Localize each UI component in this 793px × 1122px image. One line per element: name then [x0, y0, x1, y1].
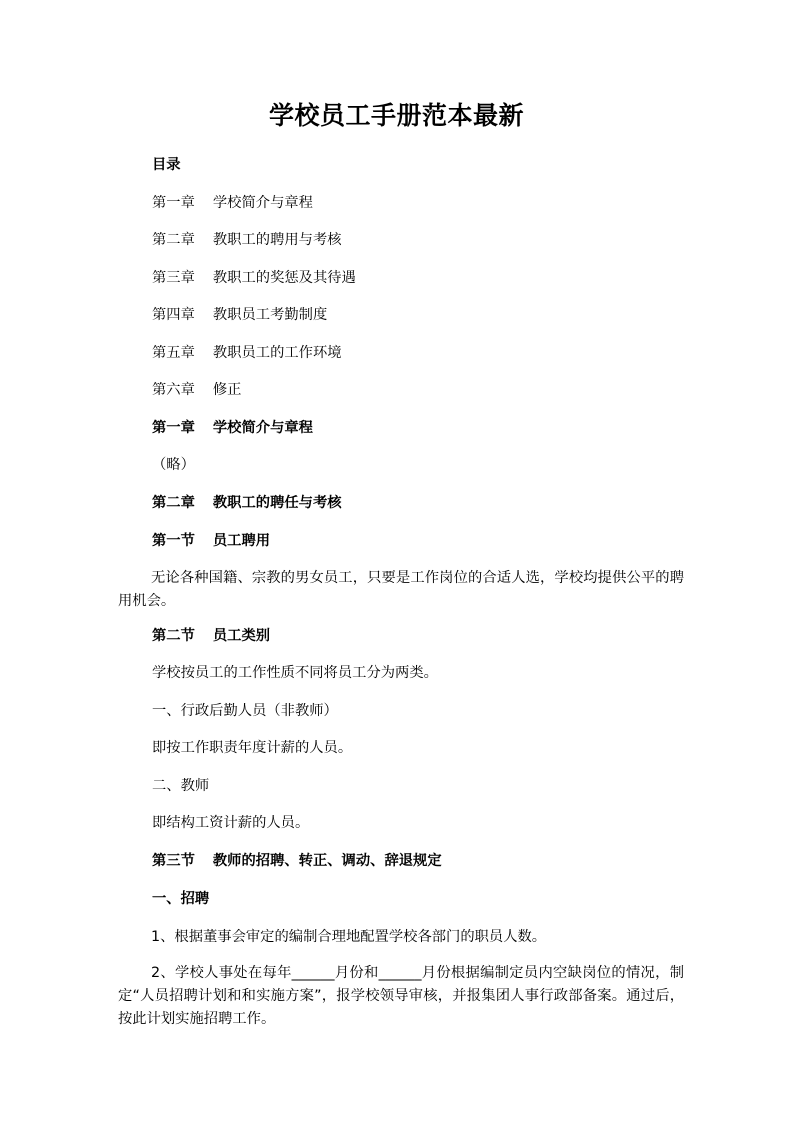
- toc-item: [152, 268, 356, 288]
- staff-type-1-description: 即按工作职责年度计薪的人员。: [152, 740, 353, 756]
- toc-item: [152, 305, 327, 325]
- section-2-intro: 学校按员工的工作性质不同将员工分为两类。: [152, 665, 438, 681]
- toc-chapter-number: 第三章: [152, 270, 195, 286]
- toc-chapter-number: 第六章: [152, 382, 195, 398]
- section-title: 教师的招聘、转正、调动、辞退规定: [212, 853, 442, 869]
- chapter-title: 教职工的聘任与考核: [212, 495, 342, 511]
- toc-item: [152, 343, 342, 363]
- staff-type-2: 二、教师: [152, 778, 210, 794]
- section-title: 员工聘用: [212, 533, 271, 549]
- toc-chapter-title: 教职员工的工作环境: [212, 345, 342, 361]
- toc-heading: 目录: [152, 157, 181, 173]
- recruitment-subheading: 一、招聘: [152, 891, 210, 907]
- section-1-paragraph: 无论各种国籍、宗教的男女员工，只要是工作岗位的合适人选，学校均提供公平的聘用机会。: [118, 570, 684, 609]
- section-1-heading: [152, 531, 270, 551]
- toc-item: [152, 230, 342, 250]
- toc-chapter-title: 教职员工考勤制度: [212, 307, 328, 323]
- section-title: 员工类别: [212, 628, 271, 644]
- staff-type-1: 一、行政后勤人员（非教师）: [152, 703, 338, 719]
- toc-chapter-number: 第一章: [152, 195, 195, 211]
- chapter-number: 第一章: [152, 420, 195, 436]
- toc-chapter-title: 教职工的聘用与考核: [212, 232, 342, 248]
- toc-chapter-title: 教职工的奖惩及其待遇: [212, 270, 356, 286]
- staff-type-2-description: 即结构工资计薪的人员。: [152, 815, 310, 831]
- chapter-1-note: （略）: [152, 457, 195, 473]
- toc-chapter-title: 学校简介与章程: [212, 195, 313, 211]
- toc-chapter-number: 第五章: [152, 345, 195, 361]
- toc-item: [152, 380, 241, 400]
- section-number: 第二节: [152, 628, 195, 644]
- chapter-2-heading: [152, 493, 342, 513]
- chapter-title: 学校简介与章程: [212, 420, 313, 436]
- toc-chapter-number: 第四章: [152, 307, 195, 323]
- section-2-heading: [152, 626, 270, 646]
- section-number: 第一节: [152, 533, 195, 549]
- chapter-number: 第二章: [152, 495, 195, 511]
- toc-chapter-title: 修正: [212, 382, 242, 398]
- section-3-heading: [152, 851, 442, 871]
- document-title: 学校员工手册范本最新: [268, 101, 524, 130]
- toc-item: [152, 193, 313, 213]
- toc-chapter-number: 第二章: [152, 232, 195, 248]
- recruitment-paragraph-2: 2、学校人事处在每年______月份和______月份根据编制定员内空缺岗位的情况，制定“人员招聘计划和和实施方案”，报学校领导审核，并报集团人事行政部备案。通过后，按此计划实施招聘工作。: [118, 965, 684, 1027]
- chapter-1-heading: [152, 418, 313, 438]
- section-number: 第三节: [152, 853, 195, 869]
- recruitment-paragraph-1: 1、根据董事会审定的编制合理地配置学校各部门的职员人数。: [151, 929, 547, 945]
